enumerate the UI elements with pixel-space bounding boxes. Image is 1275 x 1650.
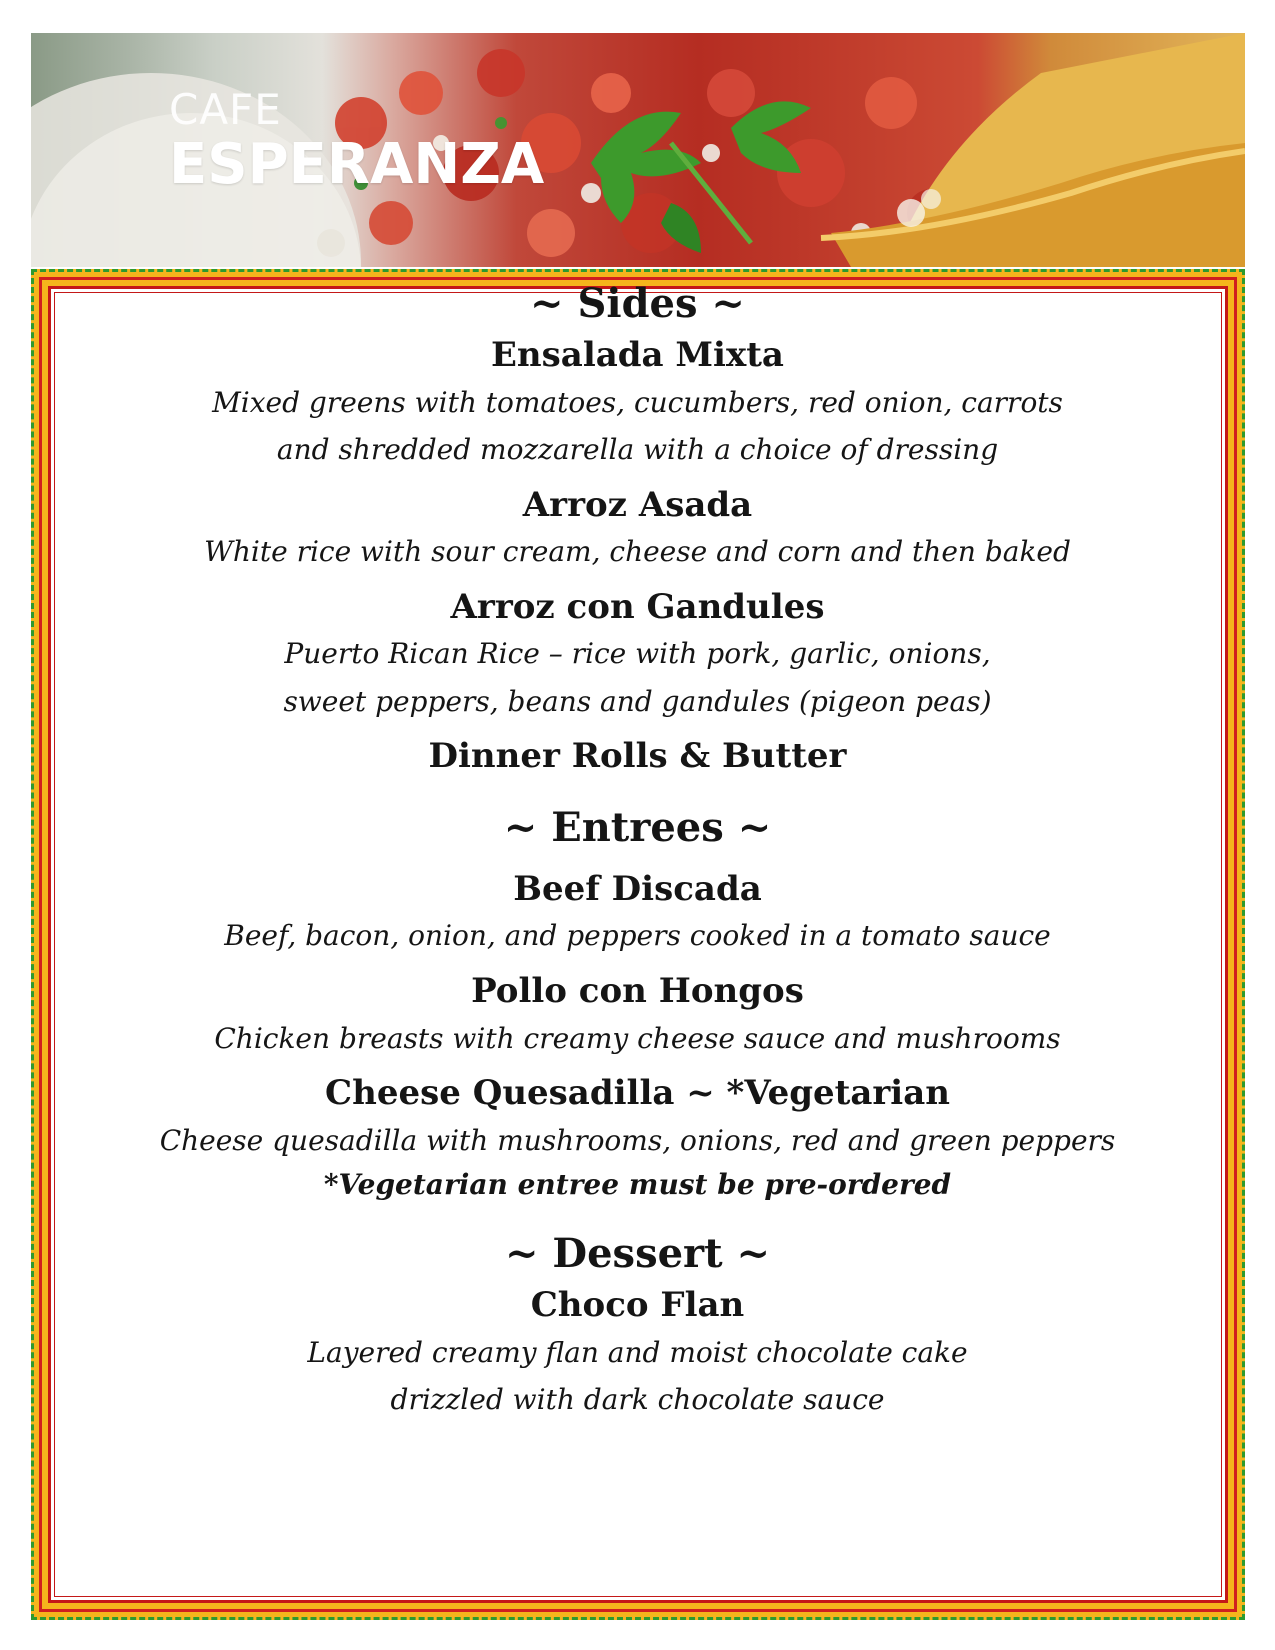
item-description: Cheese quesadilla with mushrooms, onions, red and green peppers — [159, 1123, 1116, 1157]
section-sides — [60, 280, 1215, 778]
item-choco-flan: Choco Flan — [530, 1285, 745, 1326]
item-arroz-con-gandules: Arroz con Gandules — [450, 586, 825, 627]
menu-content — [60, 280, 1215, 1424]
item-description: sweet peppers, beans and gandules (pigeon peas) — [283, 684, 992, 718]
section-title-dessert: ~ Dessert ~ — [504, 1230, 771, 1278]
item-arroz-asada: Arroz Asada — [522, 484, 753, 525]
item-description: Mixed greens with tomatoes, cucumbers, red onion, carrots — [212, 385, 1063, 419]
item-description: and shredded mozzarella with a choice of dressing — [276, 433, 999, 467]
header-banner — [31, 33, 1245, 267]
section-title-sides: ~ Sides ~ — [530, 280, 745, 327]
cafe-logo — [169, 85, 545, 197]
item-description: drizzled with dark chocolate sauce — [390, 1383, 885, 1417]
item-description: Layered creamy flan and moist chocolate cake — [307, 1335, 968, 1369]
logo-name-text: ESPERANZA — [169, 132, 545, 197]
logo-cafe-text: CAFE — [169, 85, 282, 134]
item-description: White rice with sour cream, cheese and corn and then baked — [204, 535, 1071, 569]
item-description: Puerto Rican Rice – rice with pork, garlic, onions, — [284, 637, 991, 671]
item-cheese-quesadilla: Cheese Quesadilla ~ *Vegetarian — [325, 1073, 950, 1114]
item-description: Beef, bacon, onion, and peppers cooked in a tomato sauce — [224, 919, 1051, 953]
section-dessert — [60, 1230, 1215, 1424]
item-pollo-con-hongos: Pollo con Hongos — [471, 971, 804, 1012]
section-entrees — [60, 804, 1215, 1206]
item-beef-discada: Beef Discada — [513, 868, 762, 909]
vegetarian-note: *Vegetarian entree must be pre-ordered — [323, 1168, 952, 1202]
item-dinner-rolls: Dinner Rolls & Butter — [428, 736, 847, 777]
item-description: Chicken breasts with creamy cheese sauce and mushrooms — [214, 1021, 1061, 1055]
section-title-entrees: ~ Entrees ~ — [503, 803, 772, 851]
item-ensalada-mixta: Ensalada Mixta — [491, 335, 784, 375]
